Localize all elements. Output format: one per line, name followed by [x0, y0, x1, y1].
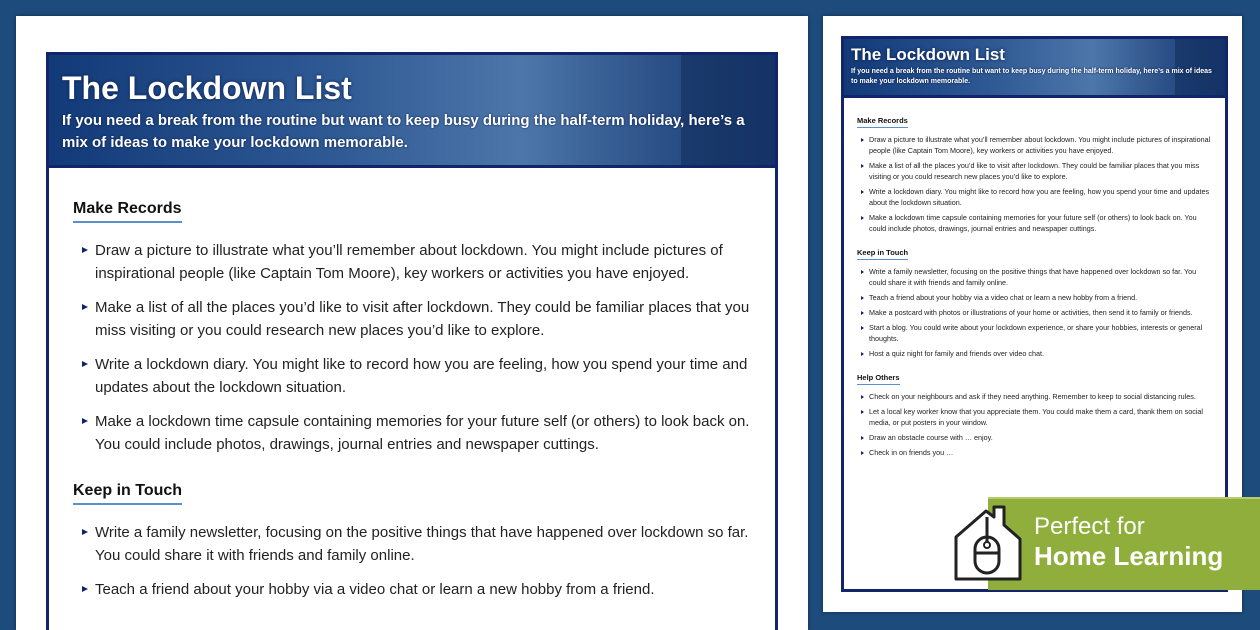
list-item: Check in on friends you … — [857, 447, 1212, 458]
document-body — [49, 165, 775, 601]
section-heading: Help Others — [857, 373, 900, 385]
list-item: Teach a friend about your hobby via a video chat or learn a new hobby from a friend. — [73, 578, 751, 601]
house-mouse-icon — [952, 503, 1024, 583]
document-title: The Lockdown List — [62, 70, 352, 106]
list-item: Make a postcard with photos or illustrations of your home or activities, then send it to family or friends. — [857, 307, 1212, 318]
list-item: Make a list of all the places you’d like to visit after lockdown. They could be familiar places that you miss visiting or you could research new places you’d like to explore. — [73, 296, 751, 342]
list-item: Write a lockdown diary. You might like to record how you are feeling, how you spend your time and updates about the lockdown situation. — [73, 353, 751, 399]
list-item: Draw a picture to illustrate what you’ll remember about lockdown. You might include pictures of inspirational people (like Captain Tom Moore), key workers or activities you have enjoyed. — [857, 134, 1212, 156]
document-subtitle: If you need a break from the routine but want to keep busy during the half-term holiday, here’s a mix of ideas to make your lockdown memorable. — [851, 68, 1212, 85]
list-item: Make a list of all the places you’d like to visit after lockdown. They could be familiar places that you miss visiting or you could research new places you’d like to explore. — [857, 160, 1212, 182]
section-heading: Keep in Touch — [857, 248, 908, 260]
header-banner — [49, 55, 775, 165]
section-list — [857, 391, 1212, 458]
section-heading: Make Records — [857, 116, 908, 128]
header-banner — [844, 39, 1225, 95]
home-learning-badge — [988, 497, 1260, 590]
list-item: Make a lockdown time capsule containing memories for your future self (or others) to look back on. You could include photos, drawings, journal entries and newspaper cuttings. — [73, 410, 751, 456]
worksheet-page-preview-large — [16, 16, 808, 630]
section-heading: Make Records — [73, 199, 182, 223]
badge-line-1: Perfect for — [1034, 513, 1145, 540]
document-body — [844, 95, 1225, 458]
list-item: Draw an obstacle course with … enjoy. — [857, 432, 1212, 443]
document-subtitle: If you need a break from the routine but want to keep busy during the half-term holiday, here’s a mix of ideas to make your lockdown memorable. — [62, 112, 745, 151]
section-list — [857, 134, 1212, 234]
section-heading: Keep in Touch — [73, 481, 182, 505]
list-item: Teach a friend about your hobby via a video chat or learn a new hobby from a friend. — [857, 292, 1212, 303]
list-item: Host a quiz night for family and friends over video chat. — [857, 348, 1212, 359]
document-title: The Lockdown List — [851, 45, 1005, 64]
list-item: Write a family newsletter, focusing on the positive things that have happened over lockdown so far. You could share it with friends and family online. — [73, 521, 751, 567]
badge-line-2: Home Learning — [1034, 541, 1224, 571]
list-item: Write a family newsletter, focusing on the positive things that have happened over lockdown so far. You could share it with friends and family online. — [857, 266, 1212, 288]
list-item: Make a lockdown time capsule containing memories for your future self (or others) to look back on. You could include photos, drawings, journal entries and newspaper cuttings. — [857, 212, 1212, 234]
document — [46, 52, 778, 630]
list-item: Let a local key worker know that you appreciate them. You could make them a card, thank them on social media, or put posters in your window. — [857, 406, 1212, 428]
list-item: Start a blog. You could write about your lockdown experience, or share your hobbies, interests or general thoughts. — [857, 322, 1212, 344]
list-item: Draw a picture to illustrate what you’ll remember about lockdown. You might include pictures of inspirational people (like Captain Tom Moore), key workers or activities you have enjoyed. — [73, 239, 751, 285]
list-item: Check on your neighbours and ask if they need anything. Remember to keep to social distancing rules. — [857, 391, 1212, 402]
section-list — [73, 521, 751, 601]
list-item: Write a lockdown diary. You might like to record how you are feeling, how you spend your time and updates about the lockdown situation. — [857, 186, 1212, 208]
section-list — [857, 266, 1212, 359]
section-list — [73, 239, 751, 456]
